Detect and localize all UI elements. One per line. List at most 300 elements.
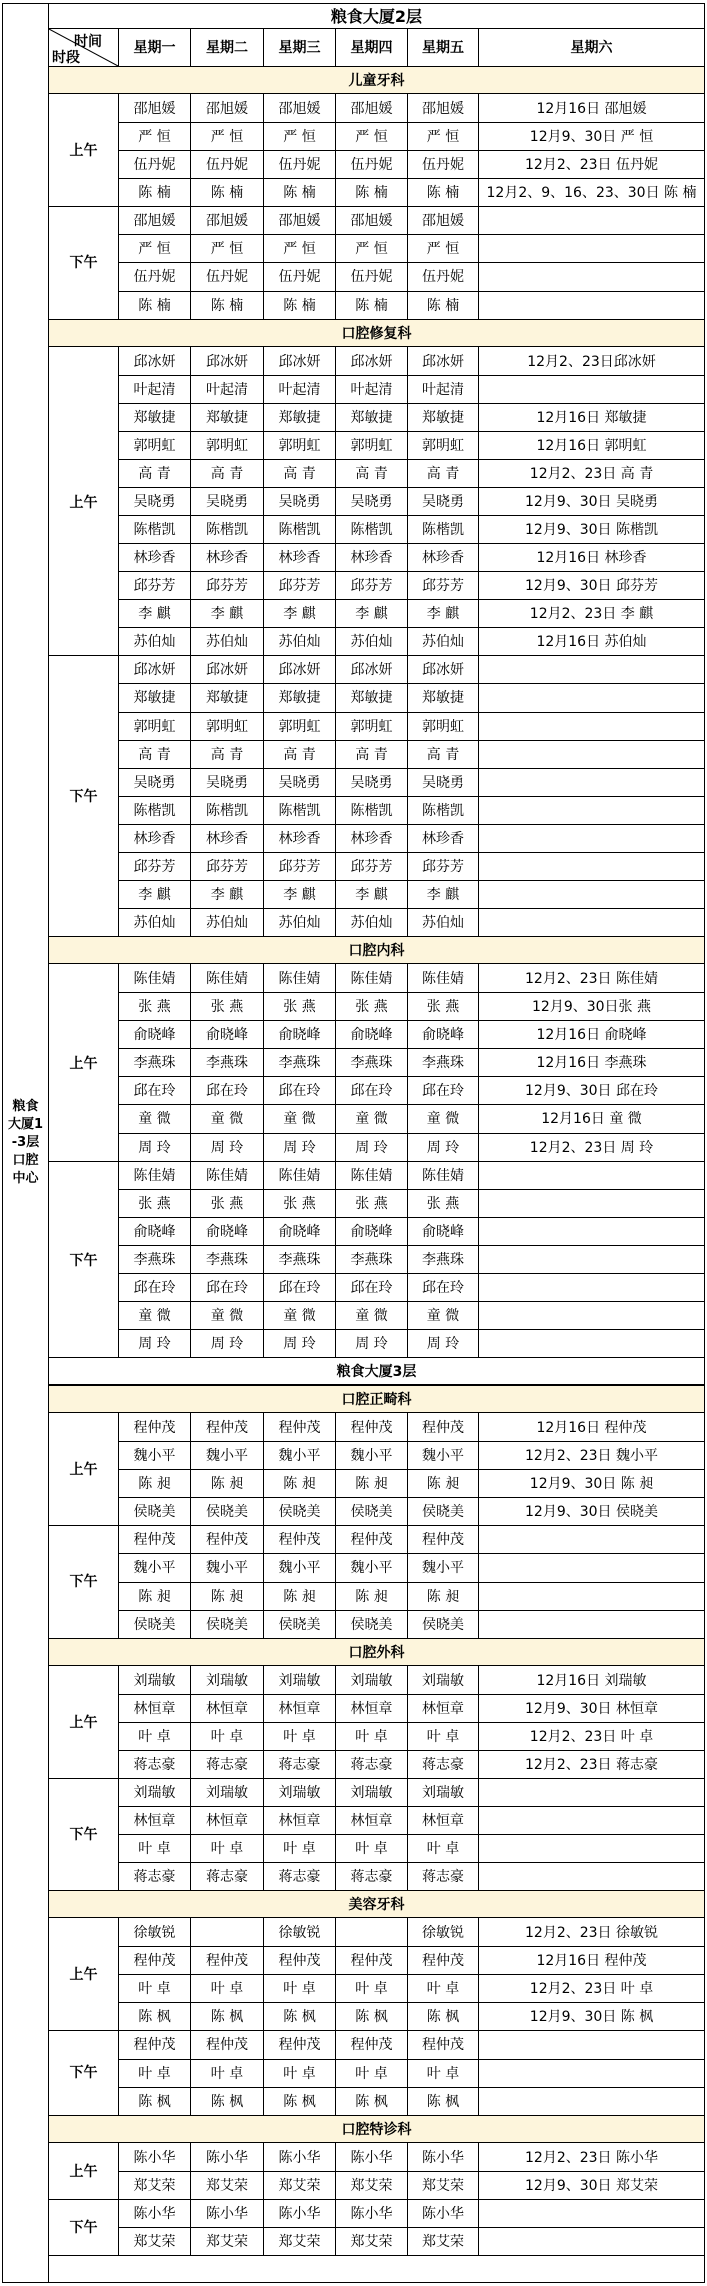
grid-line [478,796,479,825]
doctor-cell: 侯晓美 [278,1617,321,1633]
grid-line [190,2087,191,2116]
grid-line [190,627,191,656]
grid-line [190,431,191,460]
grid-line [704,1497,705,1526]
grid-line [190,150,191,179]
grid-line [118,1806,704,1807]
grid-line [190,1778,191,1807]
doctor-cell: 周 玲 [138,1140,171,1156]
doctor-cell: 吴晓勇 [206,494,248,510]
grid-line [263,1104,264,1133]
grid-line [118,375,119,404]
grid-line [335,431,336,460]
grid-line [704,1722,705,1751]
doctor-cell: 高 青 [138,466,171,482]
grid-line [118,1189,119,1218]
doctor-cell: 叶 卓 [426,1981,460,1997]
grid-line [263,1329,264,1358]
day-header: 星期一 [133,40,176,56]
grid-line [407,459,408,488]
grid-line [335,375,336,404]
grid-line [263,1441,264,1470]
grid-line [478,1946,479,1975]
grid-line [118,459,119,488]
doctor-cell: 陈佳婧 [350,1168,393,1184]
doctor-cell: 蒋志豪 [133,1869,176,1885]
grid-line [407,1750,408,1779]
grid-line [118,1722,704,1723]
doctor-cell: 陈 昶 [210,1589,244,1605]
doctor-cell: 郭明虹 [206,719,248,735]
grid-line [118,627,119,656]
grid-line [263,28,264,66]
grid-line [407,2143,408,2172]
period-label: 下午 [69,2065,98,2081]
grid-line [190,768,191,797]
grid-line [118,1497,119,1526]
doctor-cell: 林恒章 [422,1701,464,1717]
grid-line [190,1610,191,1639]
grid-line [263,1301,264,1330]
doctor-cell: 李燕珠 [206,1252,248,1268]
doctor-cell: 侯晓美 [133,1504,176,1520]
doctor-cell: 俞晓峰 [206,1027,248,1043]
grid-line [407,375,408,404]
doctor-cell: 叶 卓 [210,1729,244,1745]
doctor-cell: 李燕珠 [422,1055,464,1071]
grid-line [478,655,479,684]
doctor-cell: 陈小华 [133,2206,176,2222]
doctor-cell: 陈 昶 [355,1589,388,1605]
grid-line [118,1553,119,1582]
saturday-cell: 12月9、30日 侯晓美 [525,1504,658,1520]
grid-line [263,908,264,937]
doctor-cell: 陈 枫 [210,2009,244,2025]
building-label: 粮食大厦1-3层口腔中心 [7,1098,44,1186]
doctor-cell: 周 玲 [355,1336,388,1352]
saturday-cell: 12月16日 童 微 [541,1111,642,1127]
grid-line [190,1245,191,1274]
doctor-cell: 陈 楠 [426,298,460,314]
doctor-cell: 陈 枫 [283,2009,316,2025]
grid-line [478,1694,479,1723]
grid-line [263,543,264,572]
doctor-cell: 魏小平 [206,1448,248,1464]
doctor-cell: 林珍香 [350,831,393,847]
doctor-cell: 陈楷凯 [350,522,393,538]
grid-line [407,2199,408,2228]
grid-line [118,852,119,881]
doctor-cell: 吴晓勇 [350,494,393,510]
doctor-cell: 邱在玲 [206,1280,248,1296]
grid-line [118,515,704,516]
grid-line [407,1133,408,1162]
doctor-cell: 魏小平 [133,1448,176,1464]
grid-line [118,2199,119,2228]
grid-line [407,1217,408,1246]
doctor-cell: 魏小平 [350,1560,393,1576]
grid-line [190,1694,191,1723]
grid-line [704,992,705,1021]
doctor-cell: 伍丹妮 [133,269,176,285]
grid-line [335,234,336,263]
doctor-cell: 林恒章 [422,1813,464,1829]
grid-line [704,1946,705,1975]
corner-bottom-label: 时段 [52,50,80,65]
doctor-cell: 陈佳婧 [206,1168,248,1184]
grid-line [263,1582,264,1611]
grid-line [118,28,119,66]
grid-line [118,2002,704,2003]
doctor-cell: 李 麒 [283,887,316,903]
grid-line [478,1217,479,1246]
grid-line [335,1806,336,1835]
grid-line [118,2002,119,2031]
doctor-cell: 李燕珠 [350,1055,393,1071]
doctor-cell: 邵旭媛 [350,101,393,117]
grid-line [335,1666,336,1695]
grid-line [118,1553,704,1554]
saturday-cell [479,1273,704,1301]
saturday-cell [479,796,704,824]
grid-line [407,571,408,600]
doctor-cell: 严 恒 [426,129,460,145]
grid-line [118,150,119,179]
grid-line [118,2059,704,2060]
grid-line [335,515,336,544]
grid-line [118,768,119,797]
saturday-cell: 12月16日 俞晓峰 [536,1027,647,1043]
grid-line [335,1301,336,1330]
doctor-cell: 邱冰妍 [350,662,393,678]
grid-line [190,1161,191,1190]
doctor-cell: 俞晓峰 [350,1224,393,1240]
grid-line [704,1778,705,1807]
grid-line [704,1553,705,1582]
grid-line [407,627,408,656]
doctor-cell: 陈小华 [350,2206,393,2222]
doctor-cell: 郭明虹 [422,438,464,454]
doctor-cell: 郑敏捷 [278,690,321,706]
grid-line [704,852,705,881]
saturday-cell: 12月2、23日 陈佳婧 [525,971,658,987]
grid-line [704,1245,705,1274]
doctor-cell: 周 玲 [283,1140,316,1156]
saturday-cell: 12月2、9、16、23、30日 陈 楠 [486,185,697,201]
grid-line [407,515,408,544]
doctor-cell: 邱在玲 [422,1280,464,1296]
grid-line [335,347,336,376]
grid-line [335,599,336,628]
grid-line [263,1918,264,1947]
doctor-cell: 邱在玲 [133,1280,176,1296]
doctor-cell: 苏伯灿 [133,915,176,931]
grid-line [263,1273,264,1302]
doctor-cell: 邵旭媛 [350,213,393,229]
grid-line [335,1525,336,1554]
doctor-cell: 李 麒 [138,606,171,622]
grid-line [190,880,191,909]
doctor-cell: 陈 楠 [426,185,460,201]
grid-line [190,1329,191,1358]
doctor-cell: 侯晓美 [350,1617,393,1633]
grid-line [407,487,408,516]
grid-line [190,1469,191,1498]
grid-line [704,1161,705,1190]
saturday-cell: 12月2、23日 叶 卓 [529,1981,654,1997]
saturday-cell [479,2059,704,2087]
grid-line [263,2143,264,2172]
grid-line [118,262,119,291]
grid-line [190,1582,191,1611]
grid-line [190,824,191,853]
doctor-cell: 李 麒 [210,887,244,903]
grid-line [478,824,479,853]
doctor-cell: 郑敏捷 [206,410,248,426]
grid-line [407,992,408,1021]
grid-line [478,150,479,179]
saturday-cell: 12月16日 刘瑞敏 [536,1673,647,1689]
doctor-cell: 高 青 [283,747,316,763]
doctor-cell: 魏小平 [422,1448,464,1464]
grid-line [190,2030,191,2059]
doctor-cell: 陈 昶 [210,1476,244,1492]
grid-line [478,908,479,937]
grid-line [263,459,264,488]
doctor-cell: 侯晓美 [278,1504,321,1520]
saturday-cell: 12月16日 程仲茂 [536,1953,647,1969]
period-label: 上午 [69,1715,98,1731]
grid-line [190,2059,191,2088]
grid-line [335,852,336,881]
grid-line [118,1610,704,1611]
grid-line [478,880,479,909]
grid-line [263,1133,264,1162]
grid-line [190,1722,191,1751]
period-label: 下午 [69,788,98,805]
grid-line [478,1048,479,1077]
doctor-cell: 蒋志豪 [350,1869,393,1885]
doctor-cell: 叶 卓 [138,1729,171,1745]
grid-line [118,2059,119,2088]
day-header: 星期四 [350,40,393,56]
grid-line [335,262,336,291]
grid-line [407,291,408,320]
grid-line [407,94,408,123]
saturday-cell: 12月9、30日 邱芬芳 [525,578,658,594]
doctor-cell: 邱在玲 [206,1083,248,1099]
doctor-cell: 刘瑞敏 [350,1785,393,1801]
grid-line [118,1974,704,1975]
grid-line [263,515,264,544]
doctor-cell: 郑敏捷 [278,410,321,426]
grid-line [478,599,479,628]
saturday-cell [479,712,704,740]
doctor-cell: 陈 枫 [210,2094,244,2110]
doctor-cell: 童 微 [138,1308,171,1324]
doctor-cell: 程仲茂 [133,1420,176,1436]
day-header: 星期五 [422,40,464,56]
saturday-cell: 12月9、30日 邱在玲 [525,1083,658,1099]
doctor-cell: 徐敏锐 [278,1925,321,1941]
grid-line [118,1778,119,1807]
grid-line [407,1161,408,1190]
grid-line [704,908,705,937]
grid-line [704,459,705,488]
grid-line [190,852,191,881]
doctor-cell: 邱芬芳 [350,859,393,875]
grid-line [478,1497,479,1526]
grid-line [335,403,336,432]
grid-line [263,655,264,684]
grid-line [118,627,704,628]
grid-line [118,1217,704,1218]
doctor-cell: 徐敏锐 [133,1925,176,1941]
saturday-cell [479,908,704,936]
grid-line [190,740,191,769]
saturday-cell [479,768,704,796]
grid-line [335,1497,336,1526]
grid-line [704,1610,705,1639]
saturday-cell: 12月16日 程仲茂 [536,1420,647,1436]
grid-line [407,1834,408,1863]
grid-line [118,599,704,600]
grid-line [407,206,408,235]
grid-line [478,122,479,151]
saturday-cell: 12月2、23日 叶 卓 [529,1729,654,1745]
doctor-cell: 郑敏捷 [422,410,464,426]
doctor-cell: 邵旭媛 [422,101,464,117]
saturday-cell: 12月9、30日张 燕 [532,999,651,1015]
grid-line [190,543,191,572]
doctor-cell: 伍丹妮 [278,157,321,173]
grid-line [478,1301,479,1330]
grid-line [478,28,479,66]
grid-line [118,683,704,684]
grid-line [335,94,336,123]
saturday-cell: 12月2、23日 陈小华 [525,2150,658,2166]
grid-line [263,122,264,151]
doctor-cell: 陈 楠 [355,185,388,201]
grid-line [118,543,119,572]
doctor-cell: 童 微 [426,1308,460,1324]
doctor-cell: 叶 卓 [283,1981,316,1997]
section-band: 口腔内科 [49,936,704,964]
doctor-cell: 高 青 [355,466,388,482]
saturday-cell [479,1834,704,1862]
doctor-cell: 林恒章 [278,1701,321,1717]
grid-line [118,1834,119,1863]
grid-line [407,234,408,263]
doctor-cell: 李燕珠 [133,1252,176,1268]
doctor-cell: 郑艾荣 [133,2178,176,2194]
grid-line [118,1217,119,1246]
doctor-cell: 徐敏锐 [422,1925,464,1941]
doctor-cell: 程仲茂 [133,2037,176,2053]
saturday-cell: 12月2、23日 高 青 [529,466,654,482]
doctor-cell: 邵旭媛 [206,101,248,117]
doctor-cell: 邱芬芳 [278,859,321,875]
doctor-cell: 郑敏捷 [350,690,393,706]
grid-line [263,1750,264,1779]
doctor-cell: 程仲茂 [422,2037,464,2053]
grid-line [118,1273,119,1302]
grid-line [478,1778,479,1807]
grid-line [407,1301,408,1330]
grid-line [118,1189,704,1190]
doctor-cell: 周 玲 [426,1336,460,1352]
doctor-cell: 叶 卓 [355,1841,388,1857]
grid-line [263,1806,264,1835]
grid-line [478,2059,479,2088]
grid-line [704,262,705,291]
grid-line [407,655,408,684]
doctor-cell: 吴晓勇 [422,775,464,791]
doctor-cell: 邱在玲 [350,1083,393,1099]
doctor-cell: 郑敏捷 [350,410,393,426]
grid-line [118,1469,704,1470]
grid-line [263,1946,264,1975]
grid-line [407,1610,408,1639]
doctor-cell: 周 玲 [426,1140,460,1156]
saturday-cell [479,2199,704,2227]
doctor-cell: 程仲茂 [278,2037,321,2053]
doctor-cell: 陈佳婧 [278,971,321,987]
grid-line [478,403,479,432]
doctor-cell: 叶 卓 [138,1981,171,1997]
grid-line [478,683,479,712]
saturday-cell: 12月16日 林珍香 [536,550,647,566]
doctor-cell: 陈楷凯 [422,522,464,538]
grid-line [190,515,191,544]
grid-line [478,347,479,376]
doctor-cell: 郑艾荣 [133,2234,176,2250]
doctor-cell: 刘瑞敏 [133,1673,176,1689]
doctor-cell: 蒋志豪 [422,1869,464,1885]
doctor-cell: 陈佳婧 [278,1168,321,1184]
grid-line [704,1273,705,1302]
doctor-cell: 侯晓美 [206,1504,248,1520]
doctor-cell: 俞晓峰 [133,1224,176,1240]
saturday-cell: 12月2、23日 周 玲 [529,1140,654,1156]
grid-line [118,2087,119,2116]
doctor-cell: 林恒章 [350,1813,393,1829]
doctor-cell: 陈小华 [350,2150,393,2166]
doctor-cell: 郭明虹 [278,438,321,454]
grid-line [190,1806,191,1835]
grid-line [478,1104,479,1133]
doctor-cell: 伍丹妮 [133,157,176,173]
grid-line [118,1133,704,1134]
doctor-cell: 李 麒 [210,606,244,622]
doctor-cell: 郭明虹 [133,438,176,454]
grid-line [704,1469,705,1498]
grid-line [263,1610,264,1639]
grid-line [118,1329,119,1358]
grid-line [118,2227,704,2228]
doctor-cell: 陈楷凯 [278,803,321,819]
grid-line [118,2087,704,2088]
grid-line [704,655,705,684]
grid-line [118,291,704,292]
grid-line [407,1329,408,1358]
doctor-cell: 高 青 [138,747,171,763]
grid-line [407,1778,408,1807]
grid-line [704,2171,705,2200]
grid-line [704,740,705,769]
grid-line [407,2059,408,2088]
saturday-cell [479,1301,704,1329]
